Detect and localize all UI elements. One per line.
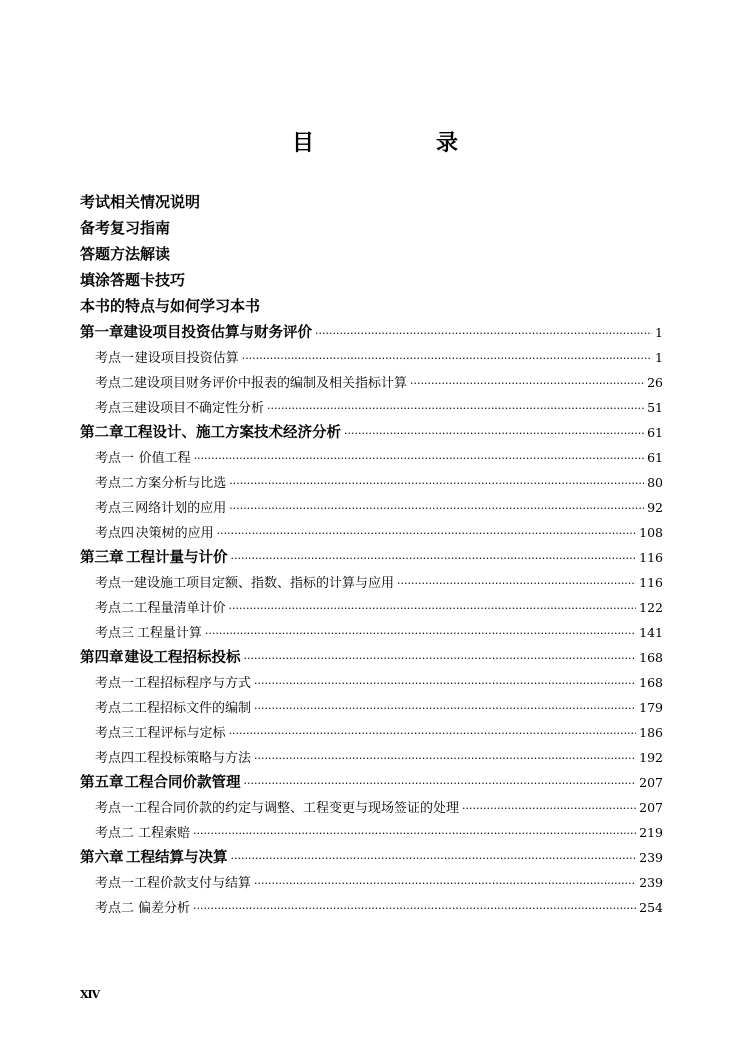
chapter-title: 工程计量与计价 [126, 550, 228, 566]
dot-leader [267, 396, 644, 420]
section-number: 考点一 [95, 676, 135, 691]
section-title: 工程评标与定标 [134, 726, 226, 741]
section-page-number: 1 [655, 350, 663, 365]
section-page-number: 179 [639, 700, 663, 715]
section-number: 考点三 [95, 501, 135, 516]
section-row[interactable] [80, 695, 663, 720]
chapter-row[interactable] [80, 420, 663, 445]
section-number: 考点四 [95, 526, 135, 541]
intro-item[interactable]: 填涂答题卡技巧 [80, 271, 186, 289]
section-page-number: 168 [639, 675, 663, 690]
section-page-number: 192 [639, 750, 663, 765]
chapter-row[interactable] [80, 320, 663, 345]
dot-leader [193, 821, 636, 845]
chapter-page-number: 1 [655, 325, 663, 340]
section-number: 考点一 [95, 576, 135, 591]
chapter-row[interactable] [80, 645, 663, 670]
section-title: 建设项目投资估算 [134, 351, 239, 366]
dot-leader [244, 646, 637, 670]
dot-leader [344, 421, 644, 445]
intro-item[interactable]: 答题方法解读 [80, 245, 171, 263]
section-row[interactable] [80, 520, 663, 545]
chapter-row[interactable] [80, 545, 663, 570]
section-row[interactable] [80, 870, 663, 895]
section-title: 网络计划的应用 [135, 501, 227, 516]
section-page-number: 239 [639, 875, 663, 890]
dot-leader [254, 746, 636, 770]
section-row[interactable] [80, 745, 663, 770]
section-row[interactable] [80, 495, 663, 520]
section-page-number: 26 [647, 375, 663, 390]
dot-leader [229, 596, 637, 620]
section-title: 价值工程 [138, 451, 191, 466]
section-title: 工程价款支付与结算 [134, 876, 252, 891]
dot-leader [244, 771, 637, 795]
section-title: 工程招标程序与方式 [134, 676, 252, 691]
intro-list [80, 189, 680, 319]
page-number-folio: XIV [80, 988, 100, 1001]
section-title: 决策树的应用 [135, 526, 214, 541]
section-title: 工程招标文件的编制 [134, 701, 252, 716]
dot-leader [397, 571, 636, 595]
chapter-number: 第三章 [80, 550, 124, 566]
section-row[interactable] [80, 445, 663, 470]
dot-leader [254, 696, 636, 720]
section-title: 方案分析与比选 [135, 476, 227, 491]
table-of-contents [80, 320, 663, 920]
section-row[interactable] [80, 595, 663, 620]
section-title: 工程投标策略与方法 [134, 751, 252, 766]
section-number: 考点二 [95, 901, 135, 916]
section-number: 考点二 [95, 601, 135, 616]
chapter-page-number: 116 [639, 550, 663, 565]
section-number: 考点二 [95, 701, 135, 716]
chapter-title: 工程结算与决算 [126, 850, 228, 866]
chapter-number: 第二章 [80, 425, 124, 441]
section-number: 考点一 [95, 451, 135, 466]
section-number: 考点一 [95, 351, 135, 366]
section-page-number: 61 [647, 450, 663, 465]
dot-leader [315, 321, 652, 345]
chapter-page-number: 239 [639, 850, 663, 865]
section-number: 考点一 [95, 876, 135, 891]
section-page-number: 51 [647, 400, 663, 415]
section-title: 工程量计算 [136, 626, 202, 641]
dot-leader [242, 346, 652, 370]
section-title: 偏差分析 [137, 901, 190, 916]
section-title: 工程合同价款的约定与调整、工程变更与现场签证的处理 [134, 801, 460, 816]
section-number: 考点二 [95, 476, 135, 491]
section-number: 考点三 [95, 401, 135, 416]
section-number: 考点一 [95, 801, 135, 816]
chapter-number: 第五章 [80, 775, 124, 791]
intro-item[interactable]: 本书的特点与如何学习本书 [80, 297, 261, 315]
section-title: 建设项目财务评价中报表的编制及相关指标计算 [134, 376, 408, 391]
section-number: 考点二 [95, 826, 135, 841]
dot-leader [194, 446, 644, 470]
section-title: 建设项目不确定性分析 [134, 401, 265, 416]
dot-leader [229, 721, 637, 745]
chapter-number: 第六章 [80, 850, 124, 866]
section-page-number: 80 [647, 475, 663, 490]
section-row[interactable] [80, 670, 663, 695]
section-row[interactable] [80, 895, 663, 920]
section-title: 建设施工项目定额、指数、指标的计算与应用 [134, 576, 395, 591]
dot-leader [462, 796, 636, 820]
section-number: 考点二 [95, 376, 135, 391]
dot-leader [231, 846, 637, 870]
section-page-number: 116 [639, 575, 663, 590]
section-row[interactable] [80, 820, 663, 845]
section-row[interactable] [80, 720, 663, 745]
chapter-title: 建设项目投资估算与财务评价 [123, 325, 312, 341]
section-row[interactable] [80, 795, 663, 820]
chapter-number: 第一章 [80, 325, 124, 341]
page-title: 目 录 [291, 131, 508, 156]
dot-leader [254, 871, 636, 895]
chapter-page-number: 61 [647, 425, 663, 440]
dot-leader [410, 371, 644, 395]
chapter-title: 建设工程招标投标 [124, 650, 241, 666]
section-row[interactable] [80, 470, 663, 495]
section-number: 考点三 [95, 626, 135, 641]
dot-leader [205, 621, 636, 645]
section-page-number: 219 [639, 825, 663, 840]
dot-leader [231, 546, 637, 570]
chapter-page-number: 207 [639, 775, 663, 790]
dot-leader [254, 671, 636, 695]
intro-item[interactable]: 考试相关情况说明 [80, 193, 201, 211]
dot-leader [217, 521, 636, 545]
section-page-number: 122 [639, 600, 663, 615]
section-row[interactable] [80, 620, 663, 645]
section-row[interactable] [80, 345, 663, 370]
chapter-page-number: 168 [639, 650, 663, 665]
dot-leader [229, 471, 644, 495]
section-page-number: 254 [639, 900, 663, 915]
section-page-number: 141 [639, 625, 663, 640]
section-title: 工程量清单计价 [134, 601, 226, 616]
section-row[interactable] [80, 570, 663, 595]
dot-leader [229, 496, 644, 520]
section-number: 考点三 [95, 726, 135, 741]
section-number: 考点四 [95, 751, 135, 766]
section-page-number: 186 [639, 725, 663, 740]
chapter-number: 第四章 [80, 650, 124, 666]
chapter-title: 工程合同价款管理 [124, 775, 241, 791]
section-page-number: 207 [639, 800, 663, 815]
intro-item[interactable]: 备考复习指南 [80, 219, 171, 237]
section-page-number: 92 [647, 500, 663, 515]
chapter-row[interactable] [80, 770, 663, 795]
section-title: 工程索赔 [137, 826, 190, 841]
section-row[interactable] [80, 370, 663, 395]
section-page-number: 108 [639, 525, 663, 540]
section-row[interactable] [80, 395, 663, 420]
chapter-row[interactable] [80, 845, 663, 870]
chapter-title: 工程设计、施工方案技术经济分析 [123, 425, 341, 441]
dot-leader [193, 896, 636, 920]
